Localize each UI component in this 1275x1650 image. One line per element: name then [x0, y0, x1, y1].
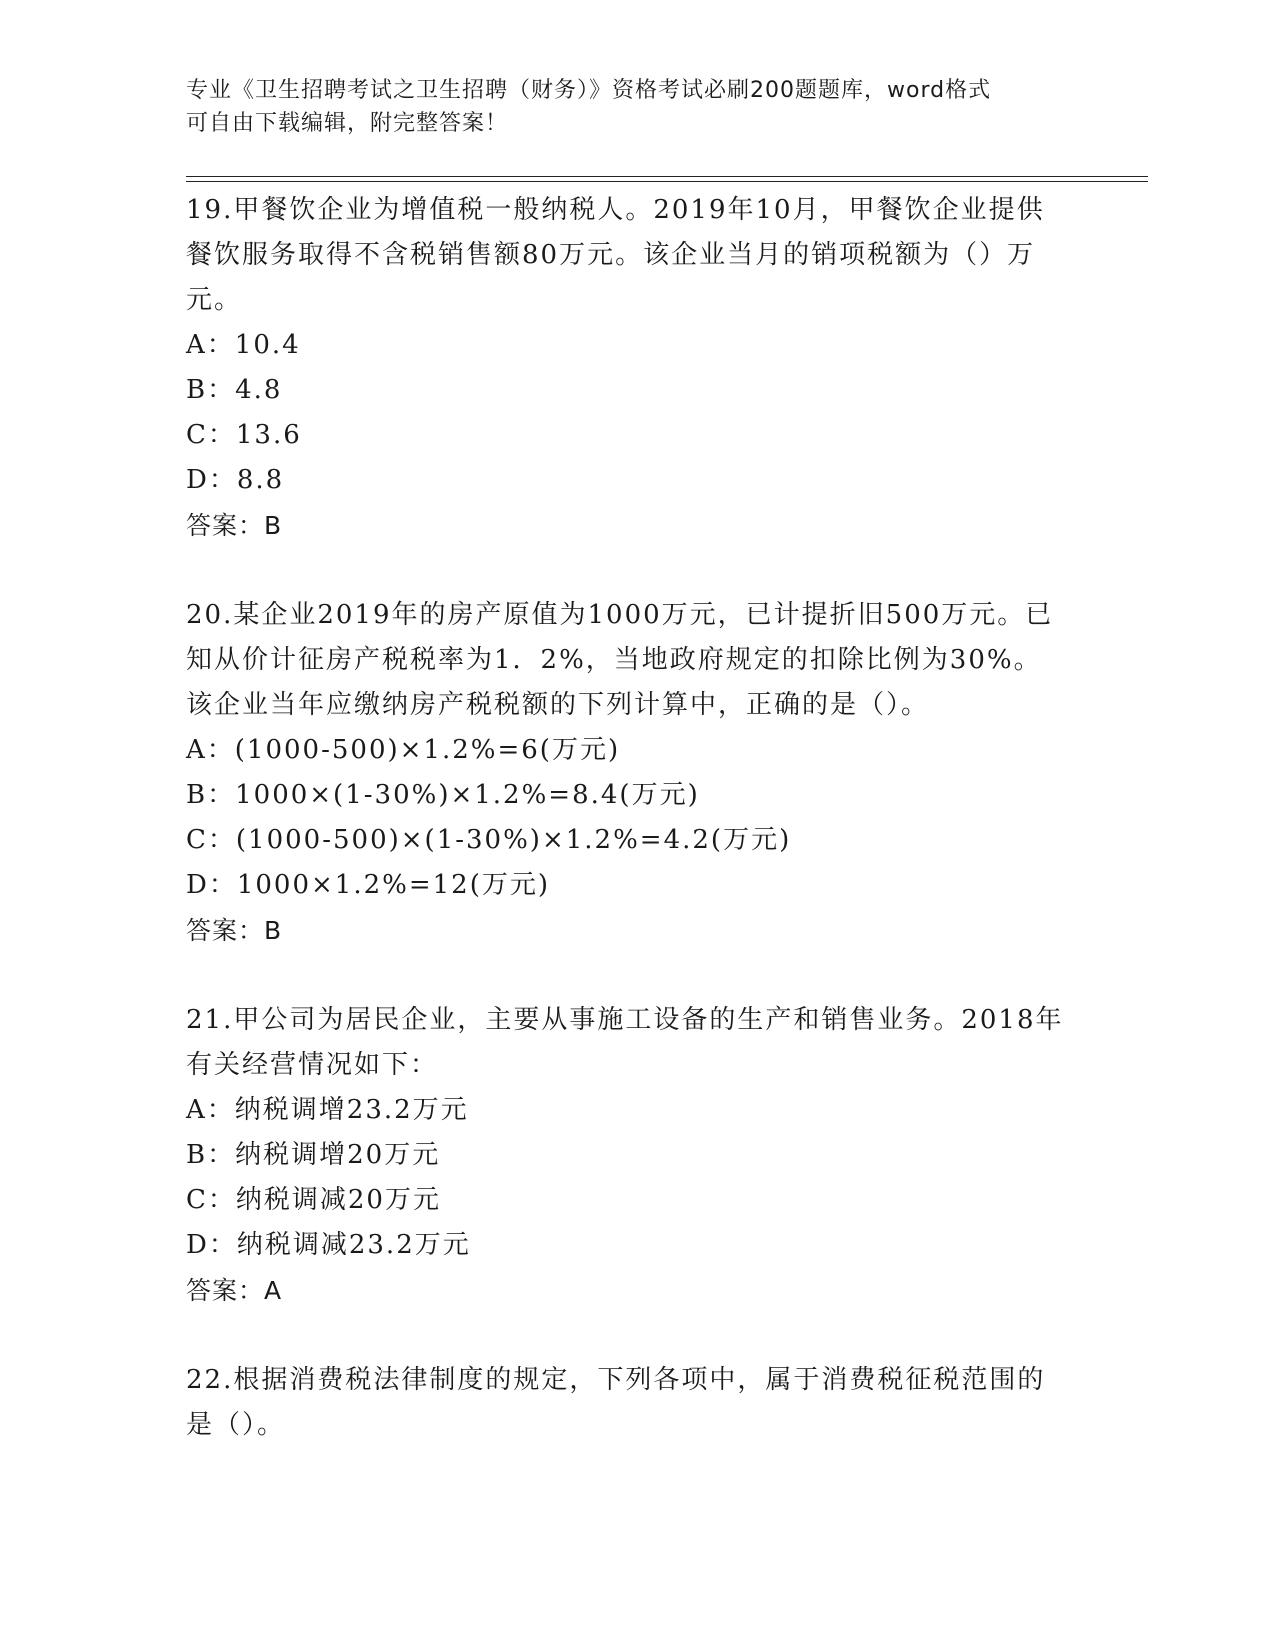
answer: 答案：B — [186, 511, 283, 540]
stem-line: 餐饮服务取得不含税销售额80万元。该企业当月的销项税额为（）万 — [186, 240, 1036, 270]
question-stem — [186, 998, 1086, 1088]
question-stem — [186, 1358, 1086, 1448]
question-21 — [186, 998, 1086, 1314]
stem-line: 22.根据消费税法律制度的规定，下列各项中，属于消费税征税范围的 — [186, 1365, 1046, 1395]
option-a: A：10.4 — [186, 330, 301, 360]
stem-line: 知从价计征房产税税率为1．2%，当地政府规定的扣除比例为30%。 — [186, 645, 1042, 675]
option-a: A：纳税调增23.2万元 — [186, 1095, 469, 1125]
spacer — [186, 549, 1086, 593]
option-d: D：8.8 — [186, 465, 285, 495]
stem-line: 元。 — [186, 285, 243, 315]
option-c: C：纳税调减20万元 — [186, 1185, 441, 1215]
header-divider-bottom — [186, 181, 1148, 182]
stem-line: 20.某企业2019年的房产原值为1000万元，已计提折旧500万元。已 — [186, 600, 1054, 630]
spacer — [186, 1314, 1086, 1358]
stem-line: 是（）。 — [186, 1410, 286, 1440]
option-d: D：纳税调减23.2万元 — [186, 1230, 471, 1260]
stem-line: 21.甲公司为居民企业，主要从事施工设备的生产和销售业务。2018年 — [186, 1005, 1064, 1035]
header-line-2: 可自由下载编辑，附完整答案！ — [186, 111, 509, 136]
stem-line: 19.甲餐饮企业为增值税一般纳税人。2019年10月，甲餐饮企业提供 — [186, 195, 1045, 225]
option-d: D：1000×1.2%=12(万元) — [186, 870, 551, 900]
question-19 — [186, 188, 1086, 549]
option-b: B：1000×(1-30%)×1.2%=8.4(万元) — [186, 780, 700, 810]
stem-line: 有关经营情况如下： — [186, 1050, 439, 1080]
answer: 答案：B — [186, 916, 283, 945]
question-stem — [186, 593, 1086, 728]
option-c: C：(1000-500)×(1-30%)×1.2%=4.2(万元) — [186, 825, 792, 855]
question-stem — [186, 188, 1086, 323]
question-22 — [186, 1358, 1086, 1448]
option-a: A：(1000-500)×1.2%=6(万元) — [186, 735, 621, 765]
option-b: B：纳税调增20万元 — [186, 1140, 441, 1170]
header-line-1: 专业《卫生招聘考试之卫生招聘（财务）》资格考试必刷200题题库，word格式 — [186, 78, 992, 103]
header-divider-top — [186, 176, 1148, 177]
document-header — [186, 74, 1066, 140]
question-list — [186, 188, 1086, 1448]
spacer — [186, 954, 1086, 998]
stem-line: 该企业当年应缴纳房产税税额的下列计算中，正确的是（）。 — [186, 690, 930, 720]
option-c: C：13.6 — [186, 420, 302, 450]
answer: 答案：A — [186, 1276, 283, 1305]
question-20 — [186, 593, 1086, 954]
option-b: B：4.8 — [186, 375, 283, 405]
